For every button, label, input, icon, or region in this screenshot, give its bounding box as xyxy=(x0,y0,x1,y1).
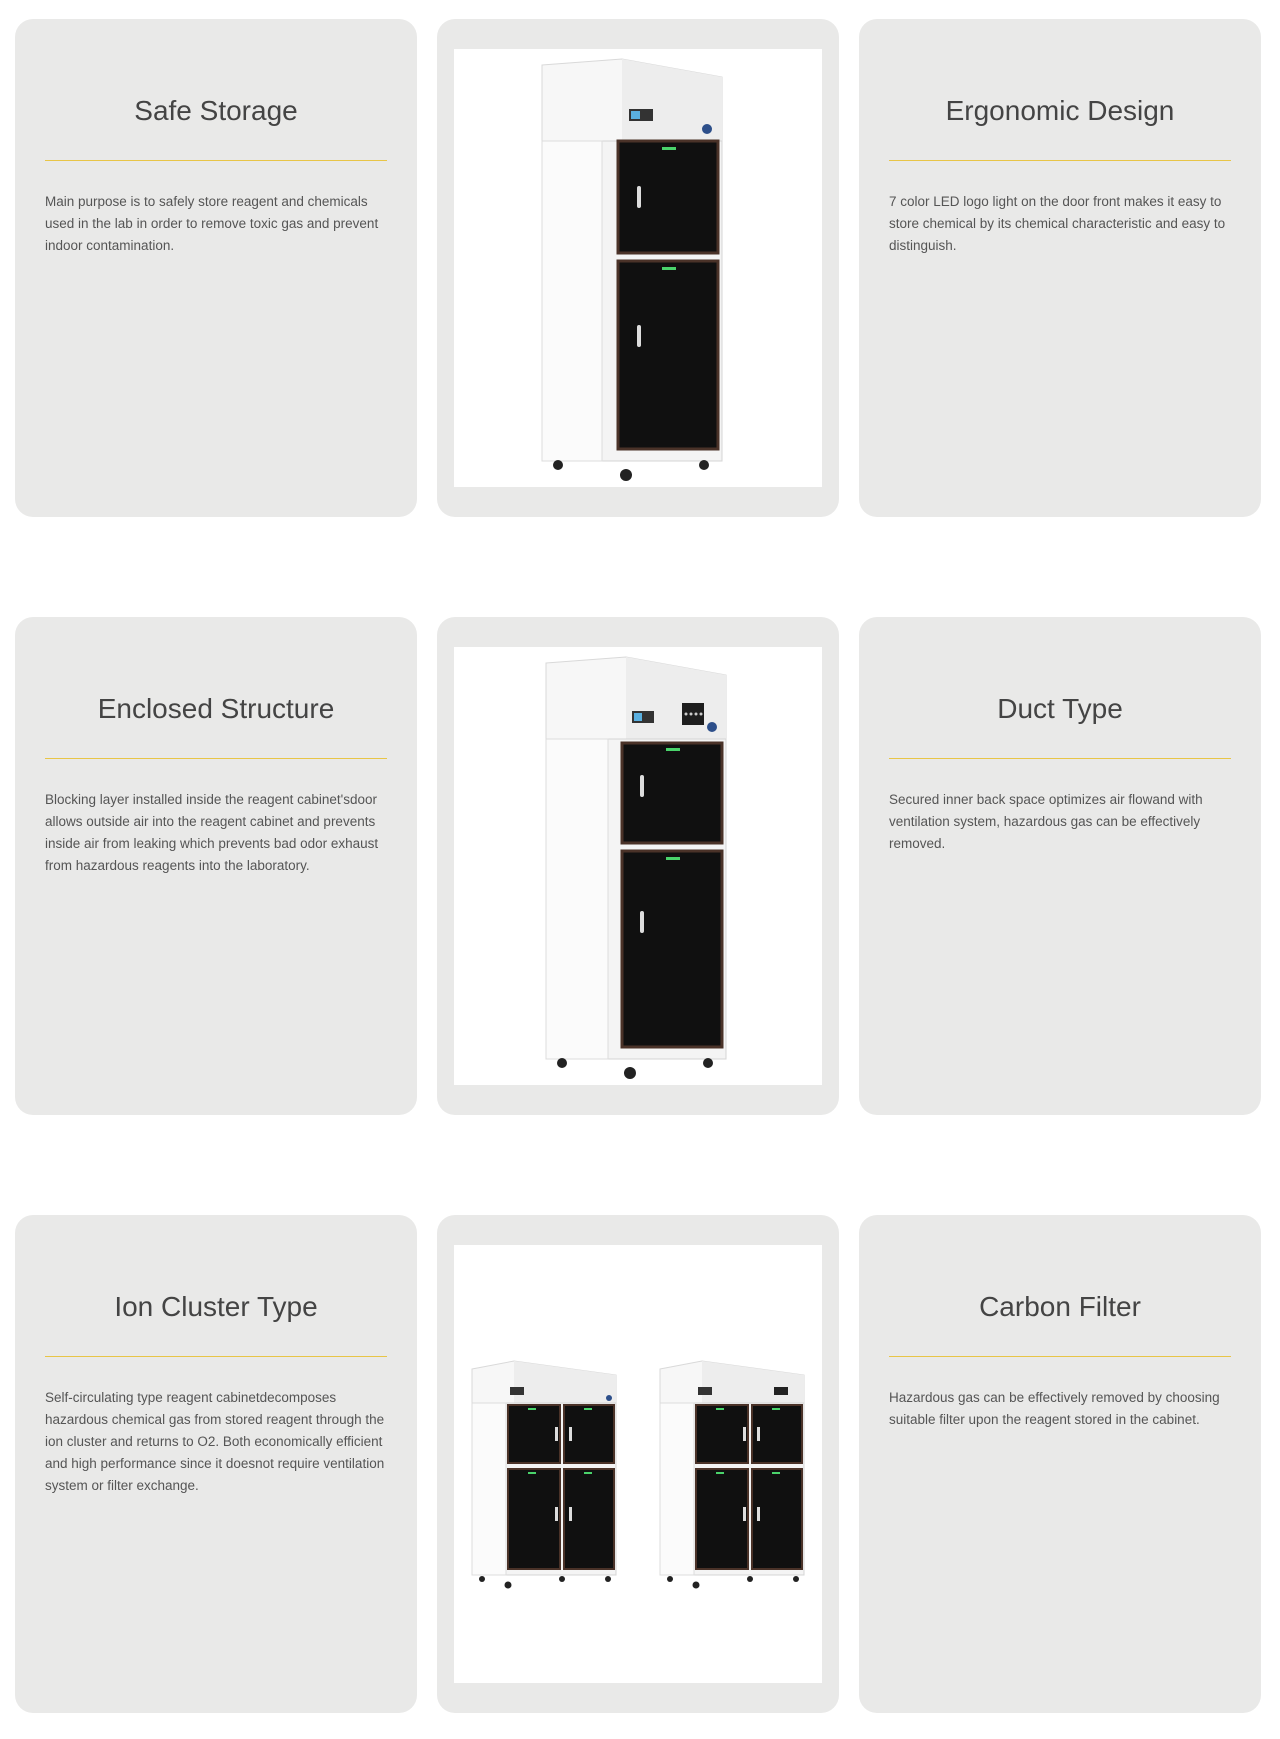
feature-card-ergonomic-design xyxy=(859,19,1261,517)
four-door-cabinets-icon xyxy=(454,1245,822,1683)
ion-cluster-cabinet-icon xyxy=(472,1361,616,1589)
title-divider xyxy=(45,1356,387,1357)
title-divider xyxy=(889,160,1231,161)
carbon-filter-cabinet-icon xyxy=(660,1361,804,1589)
feature-description: 7 color LED logo light on the door front makes it easy to store chemical by its chemical characteristic and easy to distinguish. xyxy=(889,194,1226,253)
feature-title: Carbon Filter xyxy=(979,1291,1141,1322)
two-door-cabinet-with-panel-icon xyxy=(454,647,822,1085)
product-image-card xyxy=(437,1215,839,1713)
feature-card-safe-storage xyxy=(15,19,417,517)
feature-description: Blocking layer installed inside the reagent cabinet'sdoor allows outside air into the reagent cabinet and prevents inside air from leaking which prevents bad odor exhaust from hazardous reagents into the laboratory. xyxy=(45,792,379,873)
feature-description: Main purpose is to safely store reagent and chemicals used in the lab in order to remove toxic gas and prevent indoor contamination. xyxy=(45,194,379,253)
feature-description: Hazardous gas can be effectively removed by choosing suitable filter upon the reagent stored in the cabinet. xyxy=(889,1390,1220,1427)
title-divider xyxy=(45,160,387,161)
feature-description: Secured inner back space optimizes air flowand with ventilation system, hazardous gas can be effectively removed. xyxy=(889,792,1203,851)
product-image-card xyxy=(437,617,839,1115)
two-door-cabinet-image xyxy=(454,49,822,487)
feature-card-enclosed-structure xyxy=(15,617,417,1115)
feature-title: Ion Cluster Type xyxy=(114,1291,318,1322)
feature-title: Safe Storage xyxy=(134,95,298,126)
title-divider xyxy=(889,758,1231,759)
feature-card-carbon-filter xyxy=(859,1215,1261,1713)
feature-title: Enclosed Structure xyxy=(97,693,335,724)
product-image-card xyxy=(437,19,839,517)
four-door-cabinets-image xyxy=(454,1245,822,1683)
feature-card-duct-type xyxy=(859,617,1261,1115)
feature-description: Self-circulating type reagent cabinetdecomposes hazardous chemical gas from stored reagent through the ion cluster and returns to O2. Both economically efficient and high performance since it doesnot require ventilation system or filter exchange. xyxy=(45,1390,385,1493)
feature-card-ion-cluster-type xyxy=(15,1215,417,1713)
two-door-cabinet-panel-image xyxy=(454,647,822,1085)
title-divider xyxy=(45,758,387,759)
two-door-cabinet-icon xyxy=(454,49,822,487)
feature-title: Duct Type xyxy=(997,693,1123,724)
feature-title: Ergonomic Design xyxy=(945,95,1175,126)
title-divider xyxy=(889,1356,1231,1357)
